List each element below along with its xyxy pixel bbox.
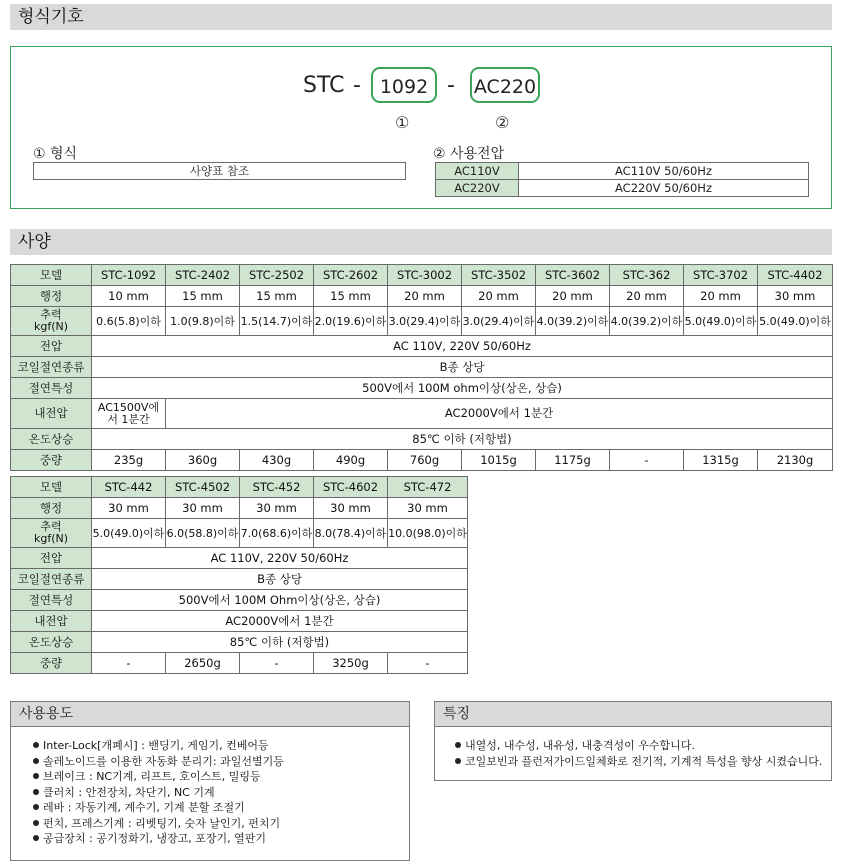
voltage-row [436, 180, 809, 197]
row-insulation [11, 590, 468, 611]
temp-value: 85℃ 이하 (저항법) [92, 429, 833, 450]
voltage-code: AC220V [436, 180, 519, 197]
list-item [33, 800, 284, 816]
stroke-cell: 15 mm [240, 286, 314, 307]
coil-value: B종 상당 [92, 357, 833, 378]
model-cell: STC-2502 [240, 265, 314, 286]
withstand-value: AC2000V에서 1분간 [166, 399, 833, 429]
voltage-value: AC 110V, 220V 50/60Hz [92, 548, 468, 569]
row-withstand [11, 611, 468, 632]
type-value: 사양표 참조 [33, 162, 406, 180]
row-withstand [11, 399, 833, 429]
section-header-model-code: 형식기호 [10, 4, 832, 30]
stroke-cell: 20 mm [388, 286, 462, 307]
code-dash-2: - [447, 73, 455, 98]
force-cell: 2.0(19.6)이하 [314, 307, 388, 336]
row-force [11, 519, 468, 548]
usage-item-text: 레바 : 자동기계, 계수기, 기계 분할 조절기 [43, 801, 245, 814]
circle-marker-1: ① [395, 113, 410, 132]
force-cell: 0.6(5.8)이하 [92, 307, 166, 336]
row-voltage [11, 548, 468, 569]
stroke-cell: 30 mm [388, 498, 468, 519]
weight-cell: 3250g [314, 653, 388, 674]
weight-cell: 1015g [462, 450, 536, 471]
row-label-withstand: 내전압 [11, 399, 92, 429]
temp-value: 85℃ 이하 (저항법) [92, 632, 468, 653]
row-label-stroke: 행정 [11, 498, 92, 519]
model-cell: STC-442 [92, 477, 166, 498]
stroke-cell: 20 mm [610, 286, 684, 307]
stroke-cell: 15 mm [166, 286, 240, 307]
list-item [33, 738, 284, 754]
model-code-box [10, 46, 832, 209]
stroke-cell: 20 mm [462, 286, 536, 307]
row-label-insulation: 절연특성 [11, 590, 92, 611]
stroke-cell: 30 mm [758, 286, 833, 307]
row-label-coil: 코일절연종류 [11, 357, 92, 378]
bullet-icon [33, 820, 39, 826]
row-stroke [11, 498, 468, 519]
features-box [434, 701, 832, 781]
stroke-cell: 15 mm [314, 286, 388, 307]
voltage-code: AC110V [436, 163, 519, 180]
row-label-voltage: 전압 [11, 548, 92, 569]
row-stroke [11, 286, 833, 307]
model-cell: STC-3502 [462, 265, 536, 286]
feature-item-text: 내열성, 내수성, 내유성, 내충격성이 우수합니다. [465, 739, 695, 752]
row-label-temp: 온도상승 [11, 429, 92, 450]
stroke-cell: 30 mm [92, 498, 166, 519]
usage-item-text: 솔레노이드를 이용한 자동화 분리기: 과일선별기등 [43, 754, 284, 768]
model-cell: STC-3602 [536, 265, 610, 286]
list-item [33, 816, 284, 832]
force-cell: 4.0(39.2)이하 [536, 307, 610, 336]
row-label-model: 모델 [11, 477, 92, 498]
stroke-cell: 30 mm [166, 498, 240, 519]
force-cell: 3.0(29.4)이하 [388, 307, 462, 336]
model-cell: STC-4502 [166, 477, 240, 498]
weight-cell: - [92, 653, 166, 674]
weight-cell: 1315g [684, 450, 758, 471]
force-cell: 8.0(78.4)이하 [314, 519, 388, 548]
bullet-icon [33, 742, 39, 748]
stroke-cell: 10 mm [92, 286, 166, 307]
weight-cell: 490g [314, 450, 388, 471]
row-label-weight: 중량 [11, 450, 92, 471]
coil-value: B종 상당 [92, 569, 468, 590]
feature-item-text: 코일보빈과 플런저가이드일체화로 전기적, 기계적 특성을 향상 시켰습니다. [465, 754, 823, 768]
force-cell: 5.0(49.0)이하 [684, 307, 758, 336]
row-label-voltage: 전압 [11, 336, 92, 357]
weight-cell: 1175g [536, 450, 610, 471]
row-weight [11, 450, 833, 471]
section-header-specs: 사양 [10, 229, 832, 255]
weight-cell: - [610, 450, 684, 471]
model-cell: STC-3002 [388, 265, 462, 286]
voltage-value: AC 110V, 220V 50/60Hz [92, 336, 833, 357]
row-model [11, 477, 468, 498]
row-label-stroke: 행정 [11, 286, 92, 307]
voltage-desc: AC110V 50/60Hz [519, 163, 809, 180]
row-coil [11, 569, 468, 590]
force-cell: 3.0(29.4)이하 [462, 307, 536, 336]
force-cell: 5.0(49.0)이하 [92, 519, 166, 548]
code-row [11, 67, 831, 107]
weight-cell: - [388, 653, 468, 674]
usage-list [33, 738, 284, 847]
row-label-temp: 온도상승 [11, 632, 92, 653]
bullet-icon [33, 789, 39, 795]
model-cell: STC-2402 [166, 265, 240, 286]
row-model [11, 265, 833, 286]
insulation-value: 500V에서 100M ohm이상(상온, 상습) [92, 378, 833, 399]
usage-item-text: 브레이크 : NC기계, 리프트, 호이스트, 밀링등 [43, 770, 261, 783]
voltage-row [436, 163, 809, 180]
model-cell: STC-452 [240, 477, 314, 498]
model-cell: STC-3702 [684, 265, 758, 286]
model-cell: STC-1092 [92, 265, 166, 286]
list-item [33, 831, 284, 847]
row-coil [11, 357, 833, 378]
model-cell: STC-4402 [758, 265, 833, 286]
usage-title: 사용용도 [11, 702, 409, 727]
list-item [33, 769, 284, 785]
withstand-first-value: AC1500V에 서 1분간 [92, 399, 166, 429]
usage-box [10, 701, 410, 861]
usage-item-text: 클러치 : 안전장치, 차단기, NC 기계 [43, 785, 215, 799]
list-item [455, 754, 822, 770]
bullet-icon [33, 835, 39, 841]
bullet-icon [33, 804, 39, 810]
row-weight [11, 653, 468, 674]
weight-cell: 235g [92, 450, 166, 471]
model-cell: STC-2602 [314, 265, 388, 286]
bullet-icon [455, 758, 461, 764]
bullet-icon [33, 773, 39, 779]
list-item [33, 754, 284, 770]
force-cell: 5.0(49.0)이하 [758, 307, 833, 336]
voltage-label: ② 사용전압 [433, 146, 505, 162]
row-label-insulation: 절연특성 [11, 378, 92, 399]
weight-cell: 360g [166, 450, 240, 471]
type-label: ① 형식 [33, 146, 78, 162]
row-label-weight: 중량 [11, 653, 92, 674]
force-cell: 1.0(9.8)이하 [166, 307, 240, 336]
voltage-desc: AC220V 50/60Hz [519, 180, 809, 197]
code-dash-1: - [353, 73, 361, 98]
circle-marker-2: ② [495, 113, 510, 132]
weight-cell: 430g [240, 450, 314, 471]
force-cell: 7.0(68.6)이하 [240, 519, 314, 548]
model-cell: STC-362 [610, 265, 684, 286]
model-cell: STC-4602 [314, 477, 388, 498]
row-label-force: 추력 kgf(N) [11, 519, 92, 548]
row-temp [11, 632, 468, 653]
force-cell: 10.0(98.0)이하 [388, 519, 468, 548]
row-temp [11, 429, 833, 450]
stroke-cell: 30 mm [314, 498, 388, 519]
weight-cell: 2130g [758, 450, 833, 471]
list-item [455, 738, 822, 754]
force-cell: 6.0(58.8)이하 [166, 519, 240, 548]
code-box-type: 1092 [371, 67, 437, 103]
spec-table-2 [10, 476, 468, 674]
bullet-icon [33, 758, 39, 764]
bullet-icon [455, 742, 461, 748]
row-label-force: 추력 kgf(N) [11, 307, 92, 336]
stroke-cell: 30 mm [240, 498, 314, 519]
row-voltage [11, 336, 833, 357]
row-label-withstand: 내전압 [11, 611, 92, 632]
voltage-table [435, 162, 809, 197]
features-list [455, 738, 822, 769]
weight-cell: 2650g [166, 653, 240, 674]
list-item [33, 785, 284, 801]
code-prefix: STC [303, 73, 345, 98]
row-insulation [11, 378, 833, 399]
stroke-cell: 20 mm [536, 286, 610, 307]
insulation-value: 500V에서 100M Ohm이상(상온, 상습) [92, 590, 468, 611]
row-label-model: 모델 [11, 265, 92, 286]
stroke-cell: 20 mm [684, 286, 758, 307]
code-box-voltage: AC220 [470, 67, 540, 103]
force-cell: 4.0(39.2)이하 [610, 307, 684, 336]
weight-cell: - [240, 653, 314, 674]
model-cell: STC-472 [388, 477, 468, 498]
spec-table-1 [10, 264, 833, 471]
features-title: 특징 [435, 702, 831, 727]
usage-item-text: 공급장치 : 공기정화기, 냉장고, 포장기, 열판기 [43, 832, 266, 845]
usage-item-text: 펀치, 프레스기계 : 리벳팅기, 숫자 날인기, 펀치기 [43, 816, 281, 830]
force-cell: 1.5(14.7)이하 [240, 307, 314, 336]
weight-cell: 760g [388, 450, 462, 471]
row-force [11, 307, 833, 336]
usage-item-text: Inter-Lock[개폐시] : 밴딩기, 게임기, 컨베어등 [43, 739, 269, 752]
row-label-coil: 코일절연종류 [11, 569, 92, 590]
withstand-value: AC2000V에서 1분간 [92, 611, 468, 632]
